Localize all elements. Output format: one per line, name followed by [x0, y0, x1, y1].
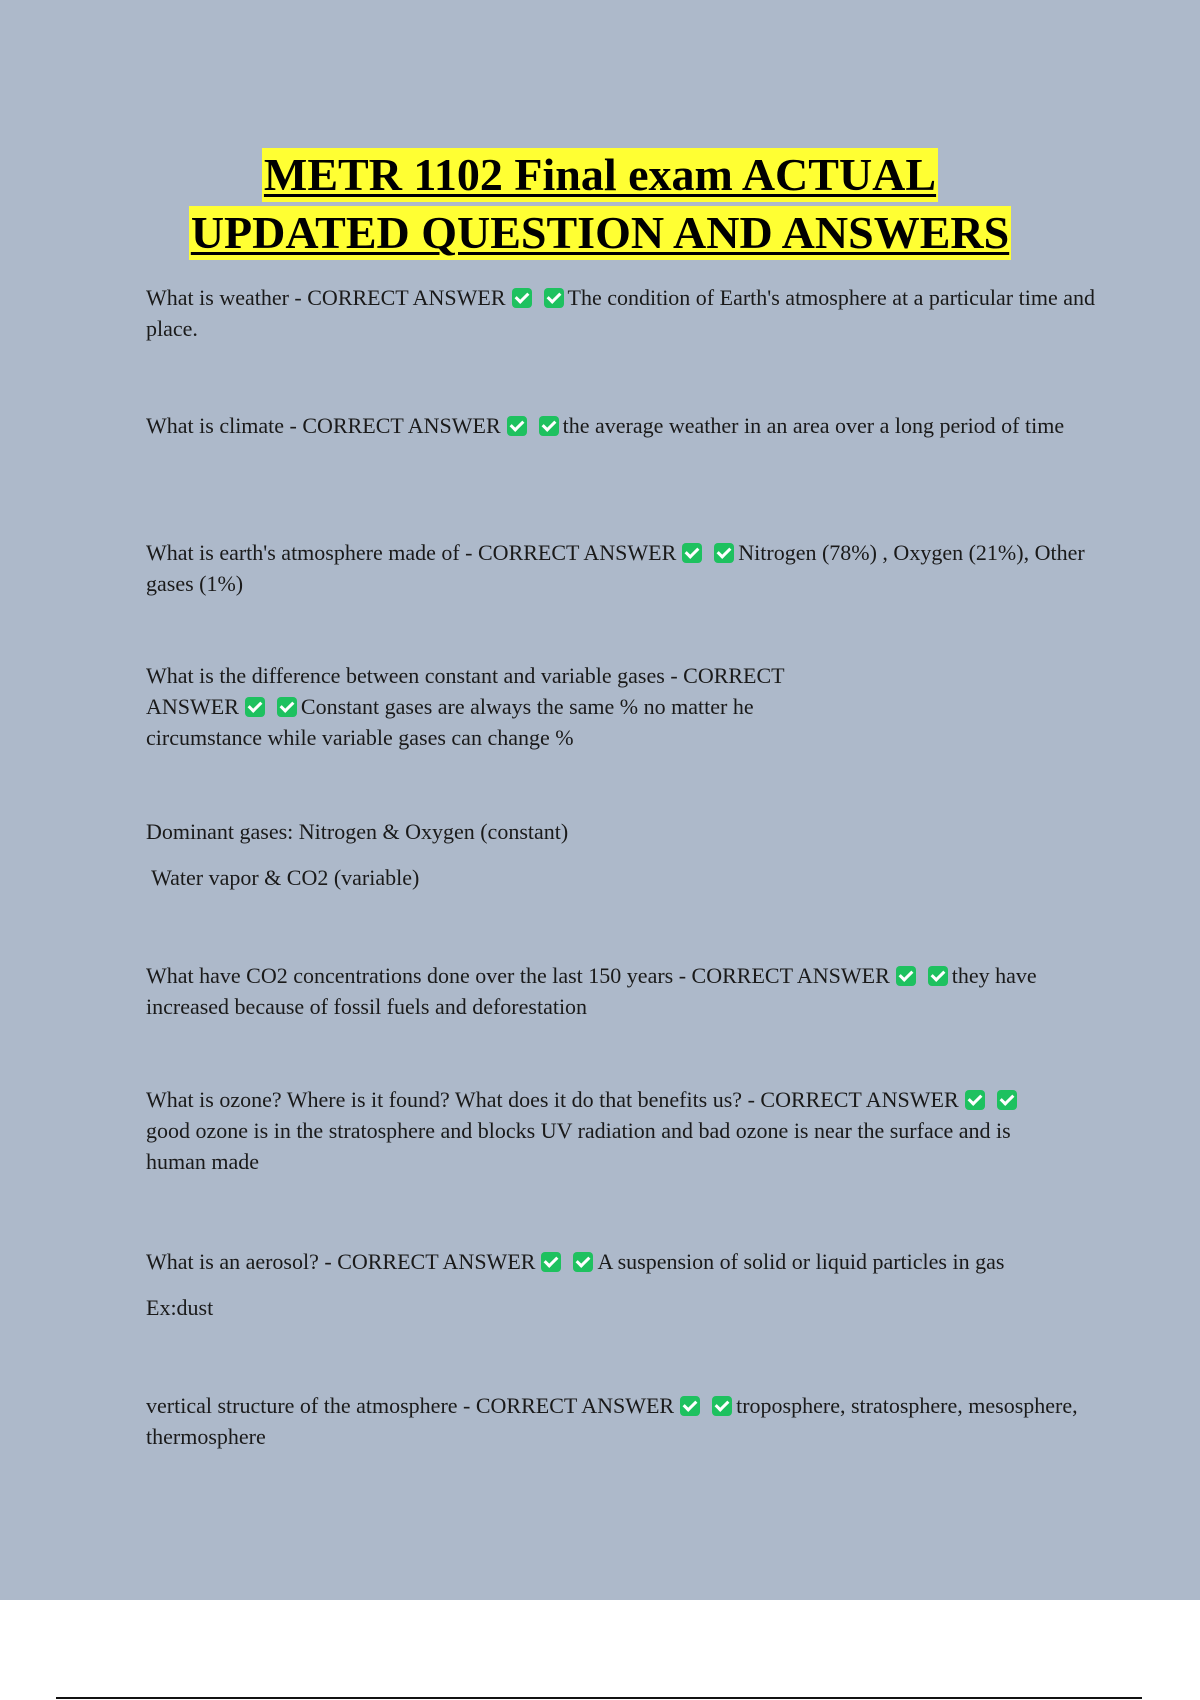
title-line-2: UPDATED QUESTION AND ANSWERS — [190, 207, 1010, 258]
check-box-icon — [277, 697, 297, 717]
qa-item-co2-concentrations — [146, 960, 1096, 1022]
check-box-icon — [539, 416, 559, 436]
check-box-icon — [507, 416, 527, 436]
answer-text: they have increased because of fossil fuels and deforestation — [146, 963, 1037, 1019]
qa-item-climate — [146, 410, 1096, 441]
check-box-icon — [714, 543, 734, 563]
answer-text: A suspension of solid or liquid particles in gas — [597, 1249, 1005, 1274]
qa-extra-line: Dominant gases: Nitrogen & Oxygen (constant) — [146, 819, 569, 844]
check-box-icon — [965, 1090, 985, 1110]
answer-text: Constant gases are always the same % no matter he circumstance while variable gases can change % — [146, 694, 754, 750]
question-text: What is weather - CORRECT ANSWER — [146, 285, 506, 310]
qa-item-constant-variable-gases — [146, 660, 866, 753]
check-box-icon — [682, 543, 702, 563]
answer-text: The condition of Earth's atmosphere at a particular time and place. — [146, 285, 1095, 341]
answer-text: good ozone is in the stratosphere and blocks UV radiation and bad ozone is near the surface and is human made — [146, 1118, 1011, 1174]
question-text: What is the difference between constant and variable gases - CORRECT ANSWER — [146, 663, 785, 719]
qa-item-aerosol — [146, 1246, 1136, 1277]
question-text: What is climate - CORRECT ANSWER — [146, 413, 501, 438]
question-text: What have CO2 concentrations done over the last 150 years - CORRECT ANSWER — [146, 963, 890, 988]
qa-extra-line: Ex:dust — [146, 1295, 214, 1320]
answer-text: Nitrogen (78%) , Oxygen (21%), Other gases (1%) — [146, 540, 1085, 596]
question-text: What is an aerosol? - CORRECT ANSWER — [146, 1249, 536, 1274]
qa-item-vertical-structure — [146, 1390, 1096, 1452]
check-box-icon — [896, 966, 916, 986]
check-box-icon — [680, 1396, 700, 1416]
check-box-icon — [245, 697, 265, 717]
question-text: What is ozone? Where is it found? What does it do that benefits us? - CORRECT ANSWER — [146, 1087, 959, 1112]
question-text: What is earth's atmosphere made of - CORRECT ANSWER — [146, 540, 677, 565]
check-box-icon — [997, 1090, 1017, 1110]
title-line-1: METR 1102 Final exam ACTUAL — [263, 149, 937, 200]
footer-divider — [56, 1697, 1142, 1699]
qa-item-atmosphere-composition — [146, 537, 1096, 599]
question-text: vertical structure of the atmosphere - CORRECT ANSWER — [146, 1393, 675, 1418]
qa-extra-line: Water vapor & CO2 (variable) — [146, 865, 420, 890]
check-box-icon — [573, 1252, 593, 1272]
answer-text: troposphere, stratosphere, mesosphere, thermosphere — [146, 1393, 1078, 1449]
answer-text: the average weather in an area over a long period of time — [562, 413, 1065, 438]
check-box-icon — [928, 966, 948, 986]
check-box-icon — [712, 1396, 732, 1416]
document-title — [0, 148, 1200, 260]
check-box-icon — [541, 1252, 561, 1272]
qa-item-weather — [146, 282, 1096, 344]
check-box-icon — [512, 288, 532, 308]
qa-item-ozone — [146, 1084, 1046, 1177]
check-box-icon — [544, 288, 564, 308]
